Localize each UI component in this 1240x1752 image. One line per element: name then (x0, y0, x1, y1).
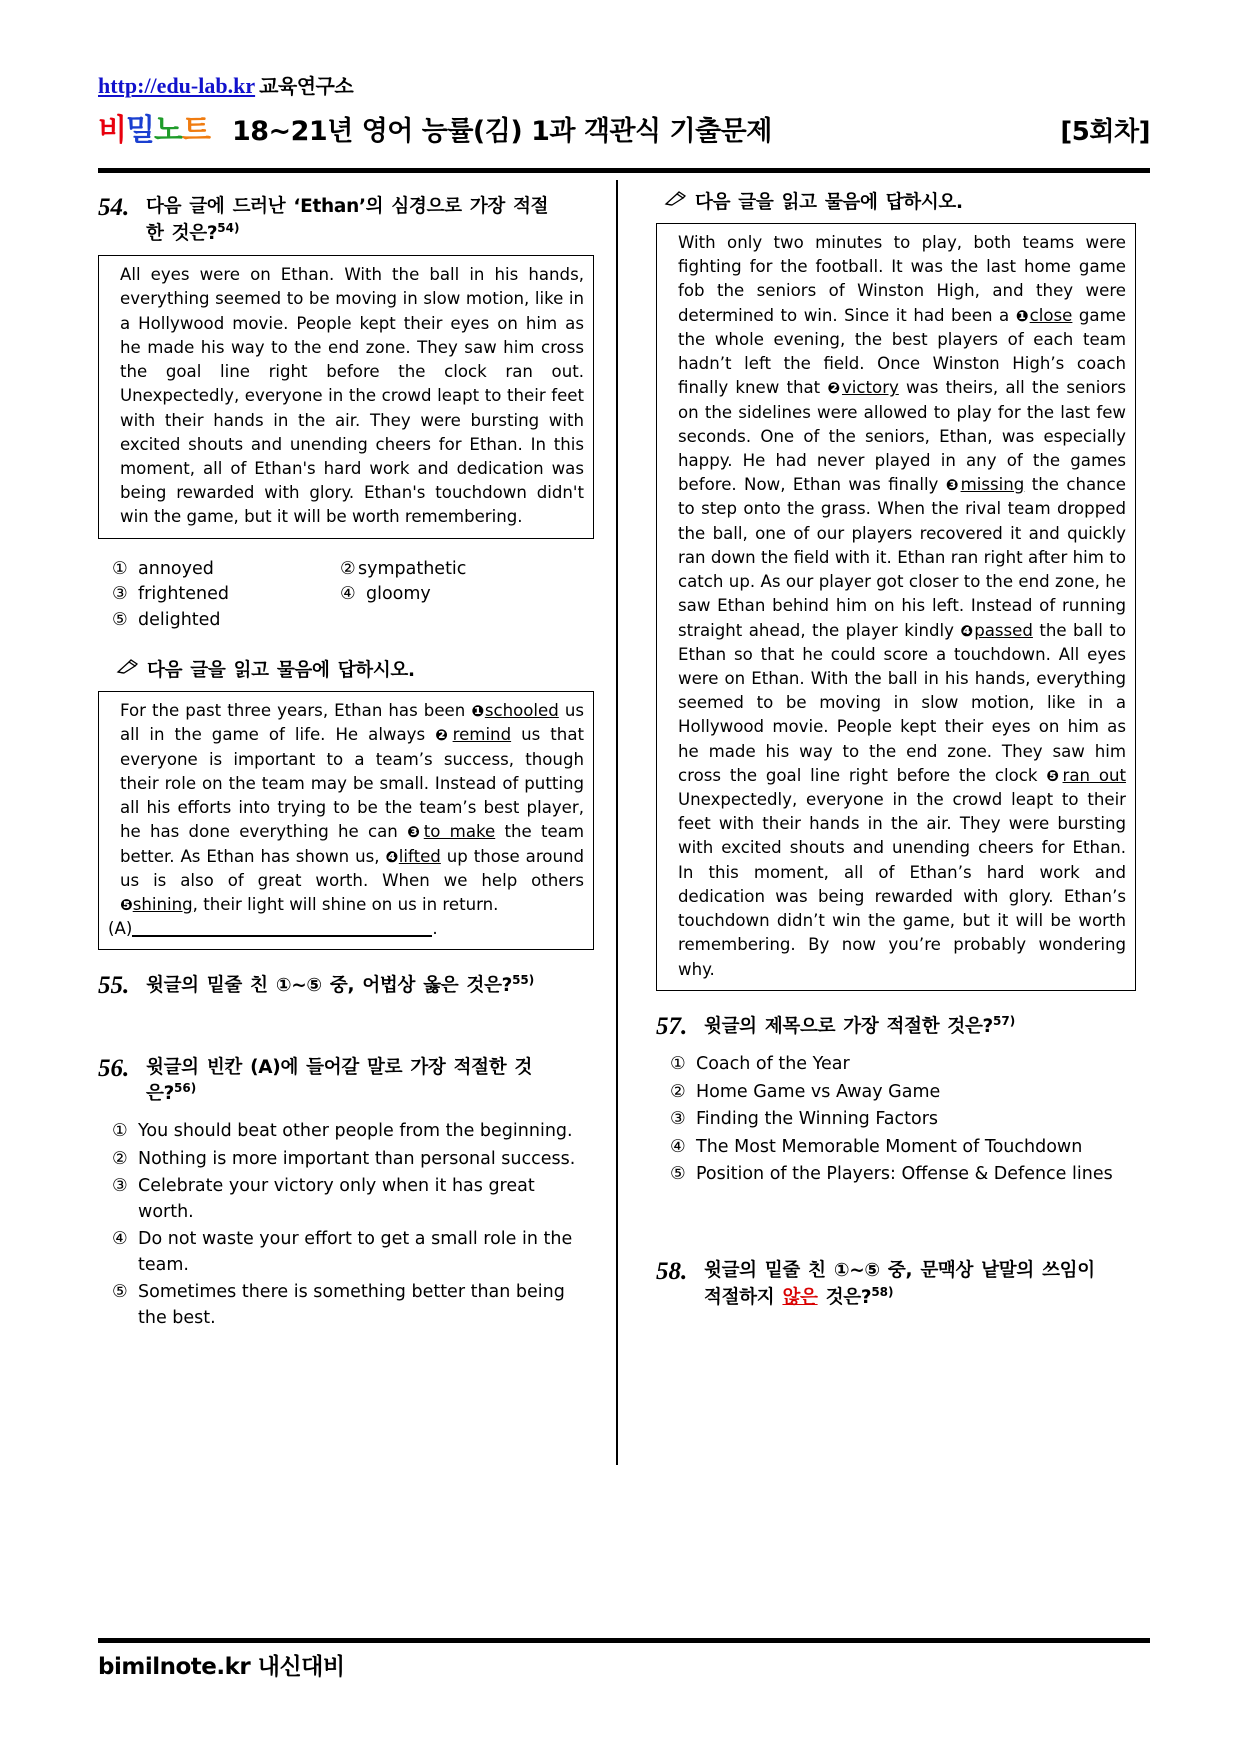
directive-right-text: 다음 글을 읽고 물음에 답하시오. (695, 192, 963, 213)
p2-seg6: , their light will shine on us in return. (192, 895, 499, 915)
pencil-icon-svg (664, 191, 686, 207)
question-58 (656, 1258, 1136, 1310)
option-4[interactable] (670, 1135, 1136, 1161)
question-54-footnote: 54) (217, 220, 240, 235)
question-56-options (112, 1119, 594, 1331)
question-57-footnote: 57) (993, 1013, 1016, 1028)
option-3[interactable] (112, 1174, 594, 1225)
option-5-text: Position of the Players: Offense & Defence lines (696, 1164, 1113, 1185)
question-58-prompt-line2a: 적절하지 (704, 1286, 783, 1308)
p2-underline-1: schooled (484, 701, 559, 721)
blank-a-label: (A) (108, 919, 133, 939)
option-2-mark: ② (670, 1081, 686, 1102)
directive-right (664, 188, 1136, 214)
p3-marker-2: ❷ (827, 379, 842, 398)
p2-seg4: the team better. As Ethan has shown us, (120, 822, 584, 866)
footer-divider-rule (98, 1638, 1150, 1643)
option-3-mark: ③ (112, 1176, 128, 1197)
question-58-prompt-line2b: 것은? (817, 1286, 872, 1308)
option-4-text: The Most Memorable Moment of Touchdown (696, 1136, 1083, 1157)
option-5-mark: ⑤ (112, 1282, 128, 1303)
passage-box-57-58 (656, 223, 1136, 991)
page-title: 18~21년 영어 능률(김) 1과 객관식 기출문제 (231, 115, 772, 147)
question-56-number: 56. (98, 1054, 130, 1082)
option-1-mark: ① (112, 558, 128, 579)
brand-logo (98, 105, 210, 149)
option-2-mark: ② (112, 1148, 128, 1169)
option-5[interactable] (112, 1280, 594, 1331)
right-column (628, 180, 1136, 1630)
passage-57-58-text (666, 231, 1126, 982)
content-columns (98, 180, 1150, 1630)
page-header (98, 72, 1150, 149)
pencil-icon (664, 191, 686, 212)
question-55 (98, 972, 594, 1000)
question-55-footnote: 55) (512, 973, 535, 988)
question-54-number: 54. (98, 194, 130, 221)
directive-left-text: 다음 글을 읽고 물음에 답하시오. (147, 660, 415, 682)
option-3-text: Finding the Winning Factors (696, 1109, 939, 1130)
option-1-mark: ① (670, 1054, 686, 1075)
question-54-options (112, 557, 594, 635)
brand-char-2: 밀 (125, 112, 154, 148)
p3-underline-2: victory (841, 378, 899, 398)
option-5[interactable] (112, 608, 340, 634)
question-58-number: 58. (656, 1258, 688, 1286)
option-5-text: Sometimes there is something better than being the best. (138, 1282, 565, 1328)
question-57-prompt (704, 1013, 1015, 1040)
p2-underline-4: lifted (398, 846, 441, 866)
pencil-icon (116, 659, 138, 680)
p3-underline-5: ran out (1062, 765, 1127, 785)
option-4[interactable] (112, 1227, 594, 1278)
question-54-prompt (146, 194, 548, 246)
option-3-text: frightened (138, 584, 230, 605)
question-57-number: 57. (656, 1012, 688, 1040)
p2-underline-5: shining (132, 895, 193, 915)
option-3[interactable] (670, 1107, 1136, 1133)
option-1[interactable] (112, 1119, 594, 1145)
brand-char-1: 비 (98, 112, 126, 148)
option-row (112, 582, 594, 608)
directive-left (116, 656, 594, 682)
p3-underline-3: missing (960, 475, 1025, 495)
p2-marker-5: ❺ (120, 896, 133, 915)
title-line (98, 105, 1150, 149)
page-footer: bimilnote.kr 내신대비 (98, 1654, 345, 1680)
question-56 (98, 1055, 594, 1107)
option-2-text: Nothing is more important than personal success. (138, 1148, 576, 1169)
p3-marker-4: ❹ (960, 621, 975, 640)
option-1[interactable] (112, 557, 340, 583)
p2-seg2: us all in the game of life. He always (120, 701, 585, 745)
question-55-prompt-text: 윗글의 밑줄 친 ①~⑤ 중, 어법상 옳은 것은? (146, 975, 513, 997)
brand-char-3: 노 (153, 112, 182, 148)
p2-marker-4: ❹ (385, 847, 399, 866)
question-56-footnote: 56) (174, 1081, 197, 1096)
option-1-text: You should beat other people from the beginning. (138, 1121, 573, 1142)
p3-seg4: the chance to step onto the grass. When the rival team dropped the ball, one of our players recovered it and quickly ran down the field with it. Ethan ran right after him to catch up. As our player got closer to the end zone, he saw Ethan behind him on his left. Instead of running straight ahead, the player kindly (678, 475, 1126, 640)
option-4-text: gloomy (366, 584, 431, 605)
option-4-mark: ④ (670, 1136, 686, 1157)
question-57-options (670, 1052, 1136, 1188)
option-2-text: sympathetic (358, 558, 467, 579)
question-57 (656, 1013, 1136, 1041)
passage-54-text: All eyes were on Ethan. With the ball in his hands, everything seemed to be moving in slow motion, like in a Hollywood movie. People kept their eyes on him as he made his way to the end zone. They saw him cross the goal line right before the clock ran out. Unexpectedly, everyone in the crowd leapt to their feet with their hands in the air. They were bursting with excited shouts and unending cheers for Ethan. In this moment, all of Ethan's hard work and dedication was being rewarded with glory. Ethan's touchdown didn't win the game, but it will be worth remembering. (120, 265, 584, 527)
p3-underline-1: close (1029, 305, 1073, 325)
option-2[interactable] (340, 557, 568, 583)
question-54-prompt-line1: 다음 글에 드러난 ‘Ethan’의 심경으로 가장 적절 (146, 196, 549, 217)
passage-box-55-56 (98, 691, 594, 950)
passage-box-54 (98, 255, 594, 538)
question-55-prompt (146, 972, 534, 999)
p3-marker-1: ❶ (1015, 306, 1030, 325)
p2-marker-3: ❸ (407, 823, 424, 842)
site-org-label: 교육연구소 (259, 74, 354, 98)
p3-marker-5: ❺ (1046, 766, 1063, 785)
option-5-mark: ⑤ (112, 610, 128, 631)
question-55-number: 55. (98, 972, 130, 1000)
p3-seg6: Unexpectedly, everyone in the crowd leapt to their feet with their hands in the air. They were bursting with excited shouts and unending cheers for Ethan. In this moment, all of Ethan’s hard work and dedication was being rewarded with glory. Ethan’s touchdown didn’t win the game, but it will be worth remembering. By now you’re probably wondering why. (678, 790, 1126, 979)
p3-seg1: With only two minutes to play, both teams were fighting for the football. It was the last home game fob the seniors of Winston High, and they were determined to win. Since it had been a (678, 233, 1126, 325)
blank-a-period: . (432, 919, 438, 939)
round-badge: [5회차] (1060, 116, 1150, 147)
question-54 (98, 194, 594, 246)
option-3-mark: ③ (670, 1109, 686, 1130)
option-4-mark: ④ (340, 584, 356, 605)
option-row (112, 608, 594, 634)
option-1[interactable] (670, 1052, 1136, 1078)
option-1-mark: ① (112, 1121, 128, 1142)
option-1-text: annoyed (138, 558, 214, 579)
site-url-link[interactable]: http://edu-lab.kr (98, 73, 256, 98)
question-56-prompt-line1: 윗글의 빈칸 (A)에 들어갈 말로 가장 적절한 것 (146, 1056, 533, 1078)
option-4[interactable] (340, 582, 568, 608)
option-2[interactable] (112, 1147, 594, 1173)
question-54-prompt-line2: 한 것은? (146, 222, 218, 244)
option-3-text: Celebrate your victory only when it has great worth. (138, 1176, 535, 1222)
question-58-prompt (704, 1258, 1095, 1310)
option-5-text: delighted (138, 610, 221, 631)
option-5-mark: ⑤ (670, 1164, 686, 1185)
site-line (98, 72, 1150, 100)
p3-seg5: the ball to Ethan so that he could score a touchdown. All eyes were on Ethan. With the ball in his hands, everything seemed to be moving in slow motion, like in a Hollywood movie. People kept their eyes on him as he made his way to the end zone. They saw him cross the goal line right before the clock (678, 620, 1126, 785)
question-56-prompt-line2: 은? (146, 1083, 175, 1105)
option-4-text: Do not waste your effort to get a small role in the team. (138, 1229, 573, 1275)
question-57-prompt-text: 윗글의 제목으로 가장 적절한 것은? (704, 1015, 993, 1037)
p2-underline-2: remind (452, 725, 512, 745)
question-56-prompt (146, 1055, 532, 1107)
question-58-footnote: 58) (871, 1284, 894, 1299)
p3-underline-4: passed (974, 620, 1033, 640)
column-divider (616, 180, 618, 1465)
blank-a-line (132, 935, 432, 937)
p2-marker-1: ❶ (471, 702, 485, 721)
p2-marker-2: ❷ (435, 726, 453, 745)
option-4-mark: ④ (112, 1229, 128, 1250)
brand-char-4: 트 (181, 112, 210, 148)
pencil-icon-svg (116, 659, 138, 675)
option-2-mark: ② (340, 558, 356, 579)
option-3-mark: ③ (112, 584, 128, 605)
option-2[interactable] (670, 1080, 1136, 1106)
option-2-text: Home Game vs Away Game (696, 1081, 941, 1102)
passage-55-56-text (108, 699, 584, 917)
p3-seg2: game the whole evening, the best players of each team hadn’t left the field. Once Winston High’s coach finally knew that (678, 305, 1126, 398)
option-5[interactable] (670, 1162, 1136, 1188)
option-1-text: Coach of the Year (696, 1054, 850, 1075)
option-row (112, 557, 594, 583)
p2-seg5: up those around us is also of great worth. When we help others (120, 846, 585, 890)
p2-underline-3: to make (423, 822, 496, 842)
header-divider-rule (98, 168, 1150, 173)
p2-seg3: us that everyone is important to a team’s success, though their role on the team may be small. Instead of putting all his efforts into trying to be the team’s best player, he has done everything he can (120, 725, 584, 842)
passage-55-56-blank-line (108, 917, 584, 941)
question-58-prompt-line1: 윗글의 밑줄 친 ①~⑤ 중, 문맥상 낱말의 쓰임이 (704, 1260, 1095, 1282)
p3-marker-3: ❸ (945, 476, 961, 495)
left-column (98, 180, 606, 1630)
p2-seg1: For the past three years, Ethan has been (120, 701, 472, 721)
question-58-negation: 않은 (782, 1286, 818, 1308)
option-3[interactable] (112, 582, 340, 608)
p3-seg3: was theirs, all the seniors on the sidelines were allowed to play for the last few seconds. One of the seniors, Ethan, was especially happy. He had never played in any of the games before. Now, Ethan was finally (678, 378, 1126, 495)
